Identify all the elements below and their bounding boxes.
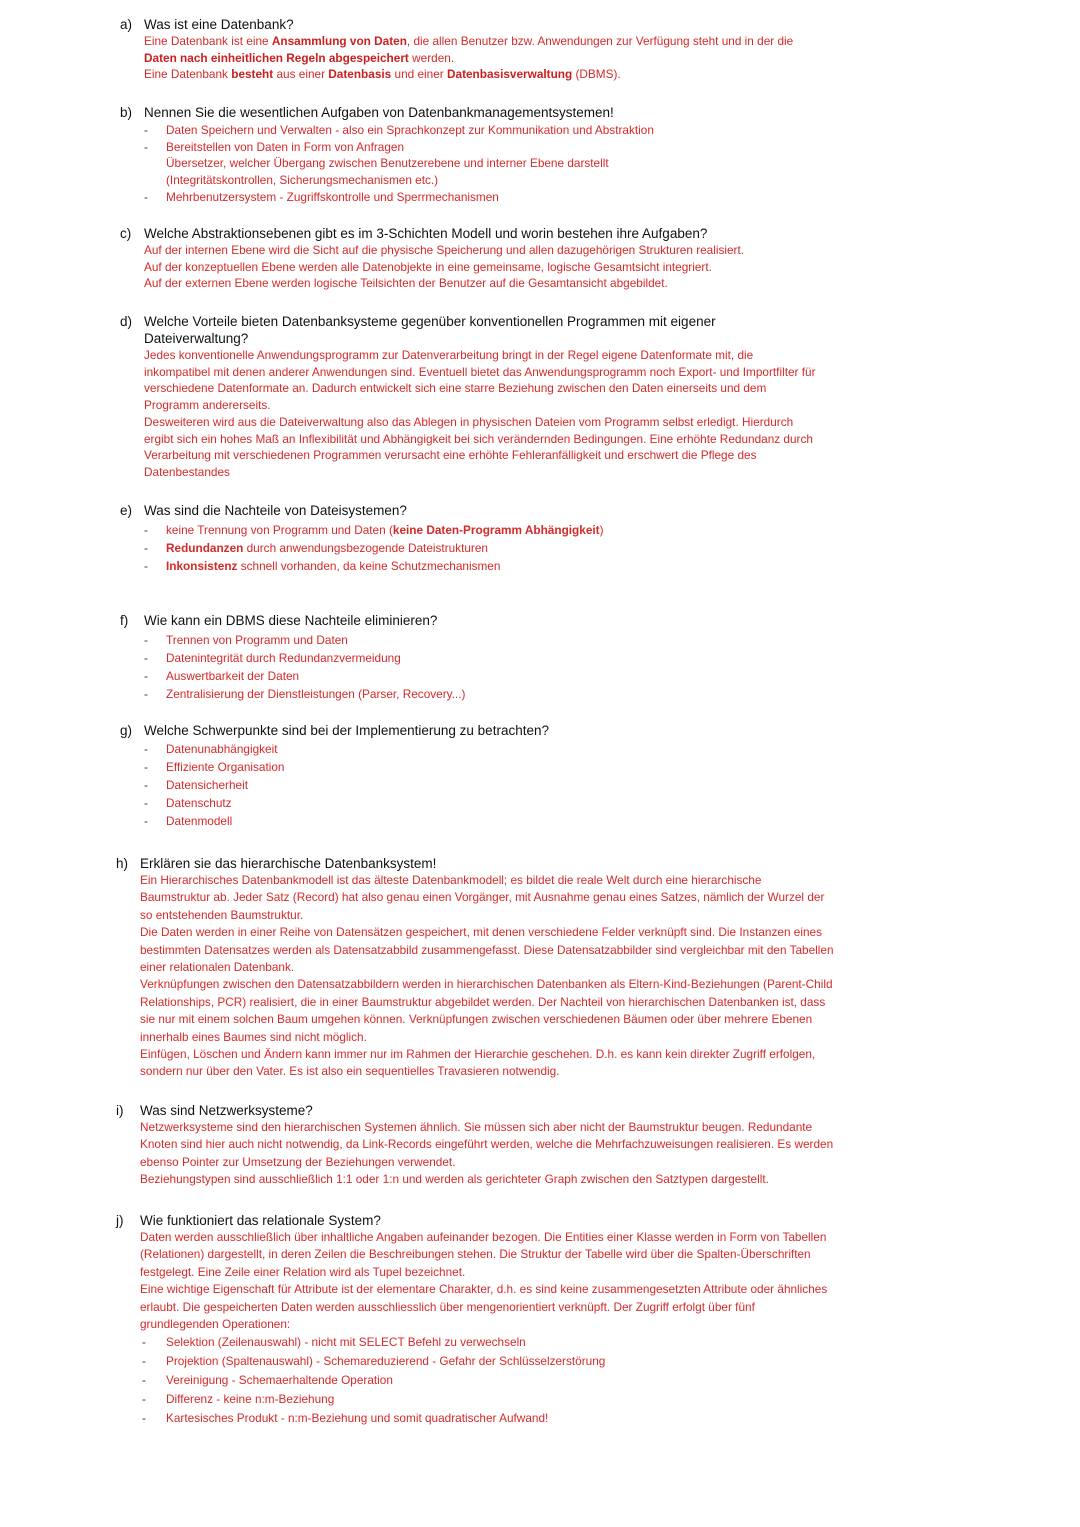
question-b — [120, 104, 820, 206]
list-item: - Datenunabhängigkeit — [142, 740, 820, 758]
question-i — [116, 1102, 836, 1189]
answer-paragraph: Eine Datenbank ist eine Ansammlung von Daten, die allen Benutzer bzw. Anwendungen zur Verfügung steht und in der die Daten nach einheitlichen Regeln abgespeichert werden. — [144, 34, 794, 65]
question-d — [120, 313, 820, 481]
answer-paragraph: Auf der konzeptuellen Ebene werden alle Datenobjekte in eine gemeinsame, logische Gesamtsicht integriert. — [144, 259, 712, 274]
question-title: Welche Abstraktionsebenen gibt es im 3-Schichten Modell und worin bestehen ihre Aufgaben? — [144, 226, 708, 241]
list-item: - Datenmodell — [142, 812, 820, 830]
answer-text — [144, 347, 816, 481]
answer-paragraph: Auf der internen Ebene wird die Sicht auf die physische Speicherung und allen dazugehörigen Strukturen realisiert. — [144, 243, 745, 257]
question-f — [120, 612, 820, 703]
question-title: Was ist eine Datenbank? — [144, 17, 294, 32]
list-item: - Datenintegrität durch Redundanzvermeidung — [142, 649, 820, 667]
question-title: Was sind die Nachteile von Dateisystemen? — [144, 503, 407, 518]
question-j — [116, 1212, 836, 1428]
question-letter: i) — [116, 1103, 124, 1118]
answer-paragraph: Desweiteren wird aus die Dateiverwaltung also das Ablegen in physischen Dateien vom Programm selbst erledigt. Hierdurch ergibt sich ein hohes Maß an Inflexibilität und Abhängigkeit bei sich verändernden Bedingungen. Eine erhöhte Redundanz durch Verarbeitung mit verschiedenen Programmen verursacht eine erhöhte Fehleranfälligkeit und erschwert die Pflege des Datenbestandes — [144, 414, 813, 479]
question-letter: h) — [116, 856, 129, 871]
answer-paragraph: Einfügen, Löschen und Ändern kann immer nur im Rahmen der Hierarchie geschehen. D.h. es kann kein direkter Zugriff erfolgen, sondern nur über den Vater. Es ist also ein sequentielles Travasieren notwendig. — [140, 1047, 816, 1079]
list-item: - Kartesisches Produkt - n:m-Beziehung und somit quadratischer Aufwand! — [116, 1409, 836, 1428]
question-letter: j) — [116, 1213, 124, 1228]
list-item: - Trennen von Programm und Daten — [142, 631, 820, 649]
answer-paragraph: Jedes konventionelle Anwendungsprogramm zur Datenverarbeitung bringt in der Regel eigene Datenformate mit, die inkompatibel mit denen anderer Anwendungen sind. Eventuell bietet das Anwendungsprogramm noch Export- und Importfilter für verschiedene Datenformate an. Dadurch entwickelt sich eine starre Beziehung zwischen den Daten einerseits und dem Programm andererseits. — [144, 348, 816, 413]
question-letter: a) — [120, 17, 133, 32]
answer-text — [140, 1229, 834, 1333]
list-item: - Auswertbarkeit der Daten — [142, 667, 820, 685]
list-item: Übersetzer, welcher Übergang zwischen Benutzerebene und interner Ebene darstellt — [166, 156, 609, 171]
question-letter: g) — [120, 723, 133, 738]
list-item: - Vereinigung - Schemaerhaltende Operation — [116, 1371, 836, 1390]
question-title: Was sind Netzwerksysteme? — [140, 1103, 313, 1118]
answer-paragraph: Daten werden ausschließlich über inhaltliche Angaben aufeinander bezogen. Die Entities einer Klasse werden in Form von Tabellen (Relationen) dargestellt, in deren Zeilen die Beschreibungen stehen. Die Struktur der Tabelle wird über die Spalten-Überschriften festgelegt. Eine Zeile einer Relation wird als Tupel bezeichnet. — [140, 1230, 827, 1279]
answer-paragraph: Netzwerksysteme sind den hierarchischen Systemen ähnlich. Sie müssen sich aber nicht der Baumstruktur beugen. Redundante Knoten sind hier auch nicht notwendig, da Link-Records eingeführt werden, welche die Mehrfachzuweisungen realisieren. Es werden ebenso Pointer zur Umsetzung der Beziehungen verwendet. — [140, 1120, 834, 1169]
answer-text — [144, 33, 820, 83]
list-item: - Zentralisierung der Dienstleistungen (Parser, Recovery...) — [142, 685, 820, 703]
list-item: - Projektion (Spaltenauswahl) - Schemareduzierend - Gefahr der Schlüsselzerstörung — [116, 1352, 836, 1371]
question-title: Erklären sie das hierarchische Datenbanksystem! — [140, 856, 437, 871]
question-title: Nennen Sie die wesentlichen Aufgaben von Datenbankmanagementsystemen! — [144, 105, 614, 120]
answer-text — [144, 242, 820, 292]
list-item: - Inkonsistenz schnell vorhanden, da keine Schutzmechanismen — [142, 557, 820, 575]
answer-list — [142, 122, 820, 206]
answer-paragraph: Beziehungstypen sind ausschließlich 1:1 oder 1:n und werden als gerichteter Graph zwischen den Satztypen dargestellt. — [140, 1172, 769, 1187]
question-a — [120, 16, 820, 83]
question-e — [120, 502, 820, 575]
list-item: - Effiziente Organisation — [142, 758, 820, 776]
answer-list — [142, 521, 820, 575]
question-g — [120, 722, 820, 830]
question-title: Welche Vorteile bieten Datenbanksysteme gegenüber konventionellen Programmen mit eigener Dateiverwaltung? — [144, 314, 716, 346]
answer-list — [142, 740, 820, 830]
list-item: - Datensicherheit — [142, 776, 820, 794]
list-item: - Selektion (Zeilenauswahl) - nicht mit SELECT Befehl zu verwechseln — [116, 1333, 836, 1352]
question-letter: b) — [120, 105, 133, 120]
list-item: - Differenz - keine n:m-Beziehung — [116, 1390, 836, 1409]
list-item: (Integritätskontrollen, Sicherungsmechanismen etc.) — [166, 173, 439, 188]
answer-text — [140, 1119, 834, 1189]
question-letter: d) — [120, 314, 133, 329]
answer-text — [140, 872, 834, 1081]
answer-paragraph: Eine Datenbank besteht aus einer Datenbasis und einer Datenbasisverwaltung (DBMS). — [144, 67, 621, 82]
question-title: Wie funktioniert das relationale System? — [140, 1213, 381, 1228]
answer-paragraph: Die Daten werden in einer Reihe von Datensätzen gespeichert, mit denen verschiedene Felder verknüpft sind. Die Instanzen eines bestimmten Datensatzes werden als Datensatzabbild zusammengefasst. Diese Datensatzabbilder sind vergleichbar mit den Tabellen einer relationalen Datenbank. — [140, 925, 834, 975]
question-letter: f) — [120, 613, 129, 628]
question-h — [116, 855, 836, 1081]
list-item: - Redundanzen durch anwendungsbezogende Dateistrukturen — [142, 539, 820, 557]
question-title: Wie kann ein DBMS diese Nachteile eliminieren? — [144, 613, 438, 628]
list-item: - Bereitstellen von Daten in Form von Anfragen — [142, 139, 820, 156]
list-item: - keine Trennung von Programm und Daten (keine Daten-Programm Abhängigkeit) — [142, 521, 820, 539]
question-c — [120, 225, 820, 292]
answer-list — [116, 1333, 836, 1428]
question-letter: e) — [120, 503, 133, 518]
list-item: - Mehrbenutzersystem - Zugriffskontrolle und Sperrmechanismen — [142, 189, 820, 206]
answer-paragraph: Eine wichtige Eigenschaft für Attribute ist der elementare Charakter, d.h. es sind keine zusammengesetzten Attribute oder ähnliches erlaubt. Die gespeicherten Daten werden ausschliesslich über mengenorientiert verknüpft. Der Zugriff erfolgt über fünf grundlegenden Operationen: — [140, 1282, 828, 1332]
list-item: - Datenschutz — [142, 794, 820, 812]
answer-paragraph: Auf der externen Ebene werden logische Teilsichten der Benutzer auf die Gesamtansicht abgebildet. — [144, 276, 668, 291]
list-item: - Daten Speichern und Verwalten - also ein Sprachkonzept zur Kommunikation und Abstraktion — [142, 122, 820, 139]
question-title: Welche Schwerpunkte sind bei der Implementierung zu betrachten? — [144, 723, 549, 738]
question-letter: c) — [120, 226, 132, 241]
answer-paragraph: Verknüpfungen zwischen den Datensatzabbildern werden in hierarchischen Datenbanken als Eltern-Kind-Beziehungen (Parent-Child Relationships, PCR) realisiert, die in einer Baumstruktur abgebildet werden. Der Nachteil von hierarchischen Datenbanken ist, dass sie nur mit einem solchen Baum umgehen können. Verknüpfungen zwischen verschiedenen Bäumen oder über mehrere Ebenen innerhalb eines Baumes sind nicht möglich. — [140, 977, 833, 1044]
answer-list — [142, 631, 820, 703]
answer-paragraph: Ein Hierarchisches Datenbankmodell ist das älteste Datenbankmodell; es bildet die reale Welt durch eine hierarchische Baumstruktur ab. Jeder Satz (Record) hat also genau einen Vorgänger, mit Ausnahme genau eines Satzes, nämlich der Wurzel der so entstehenden Baumstruktur. — [140, 873, 825, 922]
